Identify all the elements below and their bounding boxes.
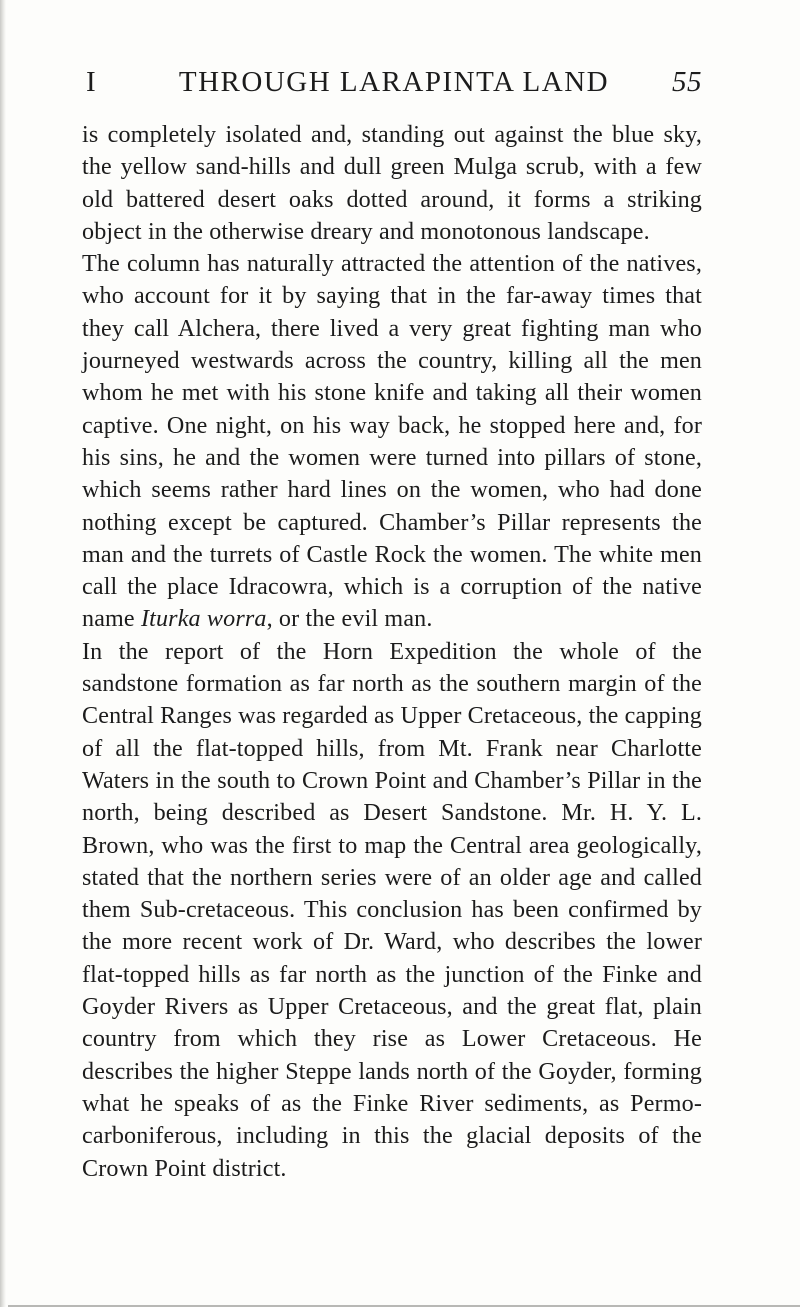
running-title: THROUGH LARAPINTA LAND	[178, 66, 610, 98]
page-edge-shadow	[0, 0, 6, 1307]
page-number: 55	[672, 66, 702, 98]
chapter-number: I	[86, 66, 97, 98]
body-text	[82, 119, 702, 1185]
book-page	[82, 66, 702, 1185]
paragraph-2	[82, 248, 702, 636]
paragraph-3: In the report of the Horn Expedition the whole of the sandstone formation as far north as the southern margin of the Central Ranges was regarded as Upper Cretaceous, the capping of all the flat-topped hills, from Mt. Frank near Charlotte Waters in the south to Crown Point and Chamber’s Pillar in the north, being described as Desert Sandstone. Mr. H. Y. L. Brown, who was the first to map the Central area geologically, stated that the northern series were of an older age and called them Sub-cretaceous. This conclusion has been confirmed by the more recent work of Dr. Ward, who describes the lower flat-topped hills as far north as the junction of the Finke and Goyder Rivers as Upper Cretaceous, and the great flat, plain country from which they rise as Lower Cretaceous. He describes the higher Steppe lands north of the Goyder, forming what he speaks of as the Finke River sediments, as Permo-carboniferous, including in this the glacial deposits of the Crown Point district.	[82, 638, 702, 1182]
paragraph-2-text-end: , or the evil man.	[266, 606, 433, 633]
native-name-italic: Iturka worra	[140, 606, 267, 633]
paragraph-2-text: The column has naturally attracted the attention of the natives, who account for it by saying that in the far-away times that they call Alchera, there lived a very great fighting man who journeyed westwards across the country, killing all the men whom he met with his stone knife and taking all their women captive. One night, on his way back, he stopped here and, for his sins, he and the women were turned into pillars of stone, which seems rather hard lines on the women, who had done nothing except be captured. Chamber’s Pillar represents the man and the turrets of Castle Rock the women. The white men call the place Idracowra, which is a corruption of the native name	[82, 251, 702, 633]
running-head	[86, 66, 702, 110]
paragraph-1: is completely isolated and, standing out against the blue sky, the yellow sand-hills and dull green Mulga scrub, with a few old battered desert oaks dotted around, it forms a striking object in the otherwise dreary and monotonous landscape.	[82, 122, 702, 245]
